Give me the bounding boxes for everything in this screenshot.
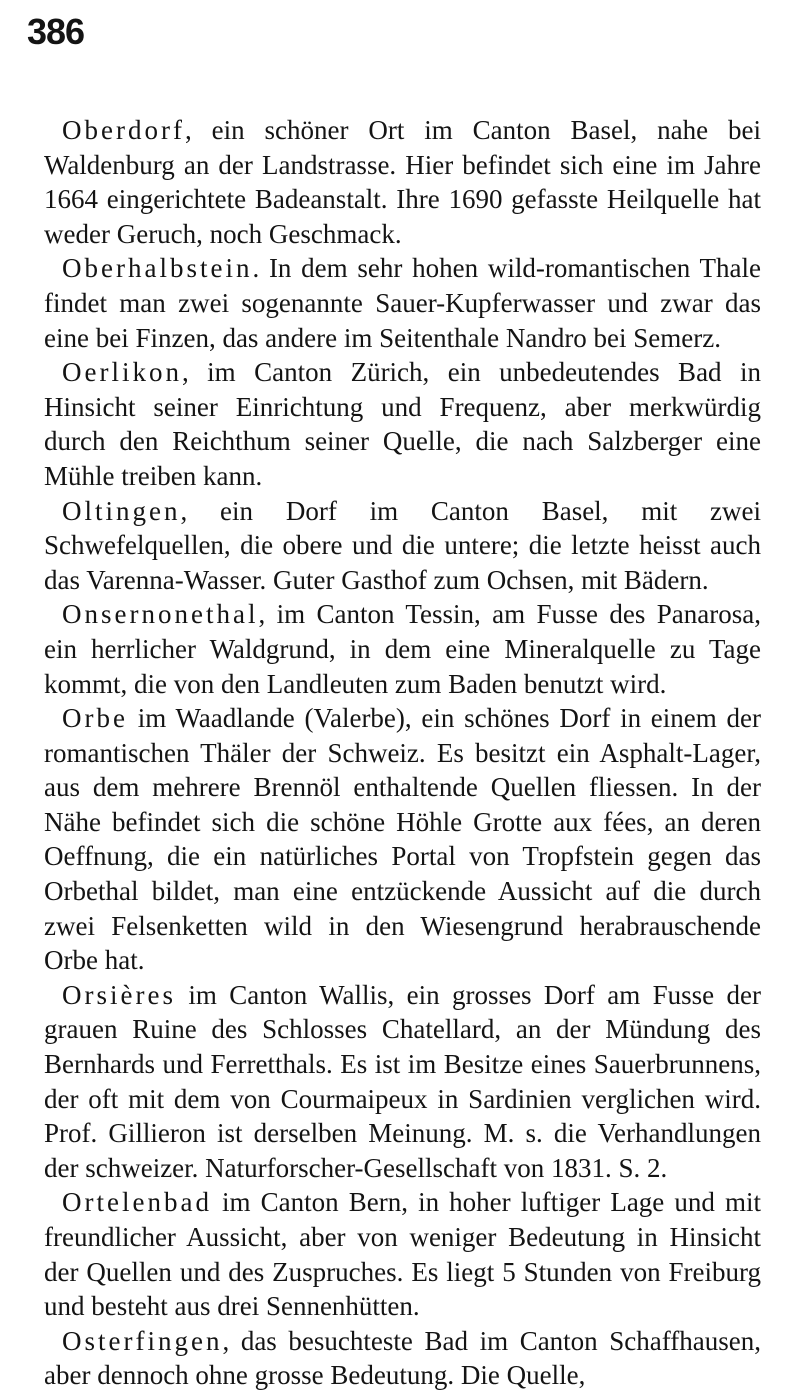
entry-head: Oberhalbstein xyxy=(62,253,253,284)
entry-text: , ein schöner Ort im Canton Basel, nahe bei Waldenburg an der Landstrasse. Hier befindet sich eine im Jahre 1664 eingerichtete Badeanstalt. Ihre 1690 gefasste Heilquelle hat weder Geruch, noch Geschmack. xyxy=(44,115,761,249)
entry-text: im Canton Bern, in hoher luftiger Lage und mit freundlicher Aussicht, aber von weniger Bedeutung in Hinsicht der Quellen und des Zuspruches. Es liegt 5 Stunden von Freiburg und besteht aus drei Sennenhütten. xyxy=(44,1187,761,1322)
entry-oberhalbstein xyxy=(44,251,761,355)
entry-oberdorf xyxy=(44,113,761,251)
page-number: 386 xyxy=(27,11,85,52)
entry-text: im Waadlande (Valerbe), ein schönes Dorf in einem der romantischen Thäler der Schweiz. Es besitzt ein Asphalt-Lager, aus dem mehrere Brennöl enthaltende Quellen fliessen. In der Nähe befindet sich die schöne Höhle Grotte aux fées, an deren Oeffnung, die ein natürliches Portal von Tropfstein gegen das Orbethal bildet, man eine entzückende Aussicht auf die durch zwei Felsenketten wild in den Wiesengrund herabrauschende Orbe hat. xyxy=(44,703,761,976)
page-text xyxy=(44,113,761,1393)
entry-head: Oerlikon xyxy=(62,357,182,388)
entry-ortelenbad xyxy=(44,1185,761,1323)
entry-text: im Canton Wallis, ein grosses Dorf am Fusse der grauen Ruine des Schlosses Chatellard, an der Mündung des Bernhards und Ferretthals. Es ist im Besitze eines Sauerbrunnens, der oft mit dem von Courmaipeux in Sardinien verglichen wird. Prof. Gillieron ist derselben Meinung. M. s. die Verhandlungen der schweizer. Naturforscher-Gesellschaft von 1831. S. 2. xyxy=(44,979,761,1183)
entry-onsernonethal xyxy=(44,597,761,701)
entry-text: , ein Dorf im Canton Basel, mit zwei Schwefelquellen, die obere und die untere; die letzte heisst auch das Varenna-Wasser. Guter Gasthof zum Ochsen, mit Bädern. xyxy=(44,495,761,595)
entry-head: Onsernonethal xyxy=(62,599,259,630)
entry-head: Osterfingen xyxy=(62,1325,223,1356)
entry-head: Oltingen xyxy=(62,495,181,526)
entry-text: . In dem sehr hohen wild-romantischen Thale findet man zwei sogenannte Sauer-Kupferwasser und zwar das eine bei Finzen, das andere im Seitenthale Nandro bei Semerz. xyxy=(44,253,761,353)
entry-orbe xyxy=(44,701,761,978)
entry-oerlikon xyxy=(44,355,761,493)
entry-head: Oberdorf xyxy=(62,115,185,145)
entry-text: , im Canton Zürich, ein unbedeutendes Bad in Hinsicht seiner Einrichtung und Frequenz, aber merkwürdig durch den Reichthum seiner Quelle, die nach Salzberger eine Mühle treiben kann. xyxy=(44,357,761,491)
entry-osterfingen xyxy=(44,1324,761,1393)
entry-text: , im Canton Tessin, am Fusse des Panarosa, ein herrlicher Waldgrund, in dem eine Mineralquelle zu Tage kommt, die von den Landleuten zum Baden benutzt wird. xyxy=(44,599,761,699)
entry-oltingen xyxy=(44,494,761,598)
entry-head: Orbe xyxy=(62,703,128,734)
entry-head: Orsières xyxy=(62,979,176,1010)
entry-text: , das besuchteste Bad im Canton Schaffhausen, aber dennoch ohne grosse Bedeutung. Die Quelle, xyxy=(44,1325,761,1391)
entry-orsieres xyxy=(44,978,761,1186)
entry-head: Ortelenbad xyxy=(62,1187,212,1218)
